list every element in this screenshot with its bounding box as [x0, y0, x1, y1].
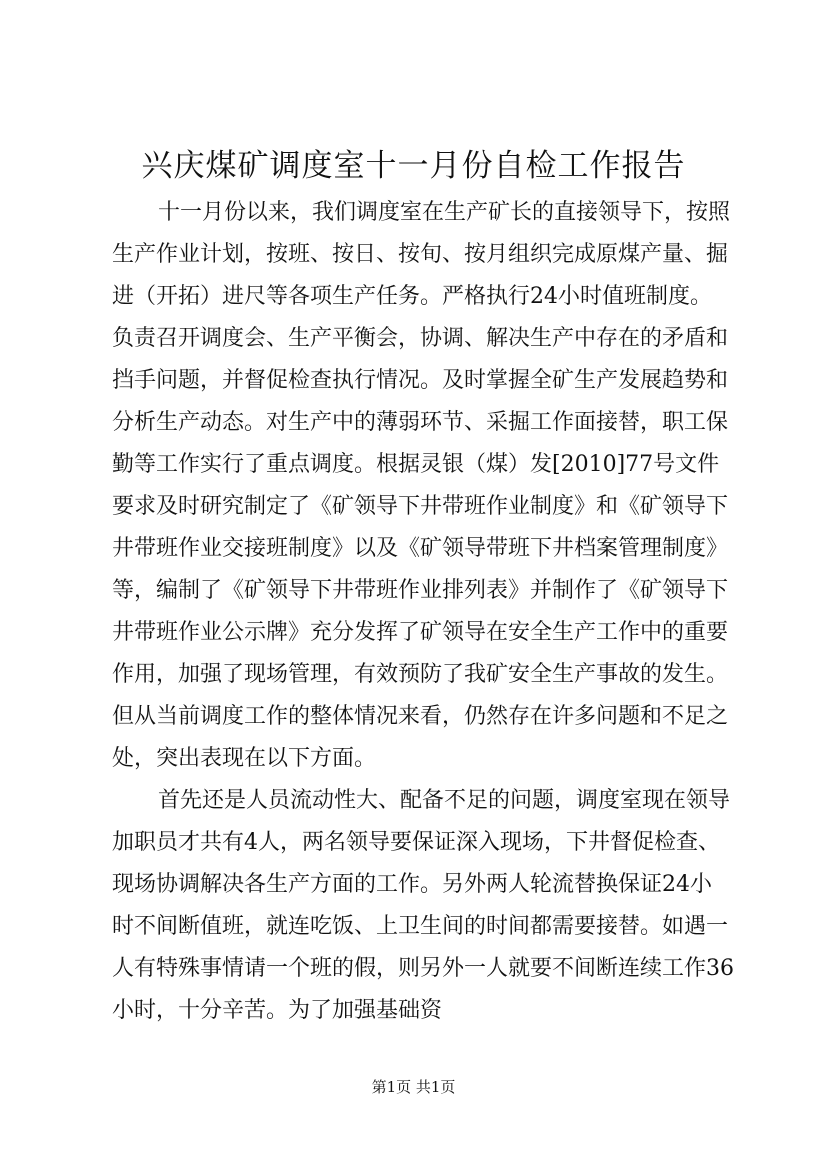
paragraph-line: 加职员才共有4人，两名领导要保证深入现场，下井督促检查、: [112, 830, 720, 855]
document-title: 兴庆煤矿调度室十一月份自检工作报告: [141, 148, 686, 184]
paragraph-line: 进（开拓）进尺等各项生产任务。严格执行24小时值班制度。: [112, 284, 712, 309]
paragraph-line: 负责召开调度会、生产平衡会，协调、解决生产中存在的矛盾和: [112, 326, 729, 351]
paragraph-line: 井带班作业公示牌》充分发挥了矿领导在安全生产工作中的重要: [112, 620, 729, 645]
paragraph-line: 首先还是人员流动性大、配备不足的问题，调度室现在领导: [158, 788, 731, 813]
paragraph-line: 人有特殊事情请一个班的假，则另外一人就要不间断连续工作36: [112, 956, 734, 981]
paragraph-line: 十一月份以来，我们调度室在生产矿长的直接领导下，按照: [158, 200, 731, 225]
paragraph-line: 时不间断值班，就连吃饭、上卫生间的时间都需要接替。如遇一: [112, 914, 729, 939]
paragraph-line: 作用，加强了现场管理，有效预防了我矿安全生产事故的发生。: [112, 662, 729, 687]
page-footer: 第1页 共1页: [371, 1078, 456, 1096]
paragraph-line: 生产作业计划，按班、按日、按旬、按月组织完成原煤产量、掘: [112, 242, 729, 267]
paragraph-line: 现场协调解决各生产方面的工作。另外两人轮流替换保证24小: [112, 872, 712, 897]
paragraph-line: 要求及时研究制定了《矿领导下井带班作业制度》和《矿领导下: [112, 494, 729, 519]
paragraph-line: 等，编制了《矿领导下井带班作业排列表》并制作了《矿领导下: [112, 578, 729, 603]
paragraph-line: 勤等工作实行了重点调度。根据灵银（煤）发[2010]77号文件: [112, 452, 720, 477]
paragraph-line: 分析生产动态。对生产中的薄弱环节、采掘工作面接替，职工保: [112, 410, 729, 435]
paragraph-line: 小时，十分辛苦。为了加强基础资: [112, 998, 443, 1023]
paragraph-line: 井带班作业交接班制度》以及《矿领导带班下井档案管理制度》: [112, 536, 729, 561]
paragraph-line: 但从当前调度工作的整体情况来看，仍然存在许多问题和不足之: [112, 704, 729, 729]
paragraph-line: 挡手问题，并督促检查执行情况。及时掌握全矿生产发展趋势和: [112, 368, 729, 393]
paragraph-line: 处，突出表现在以下方面。: [112, 746, 377, 771]
